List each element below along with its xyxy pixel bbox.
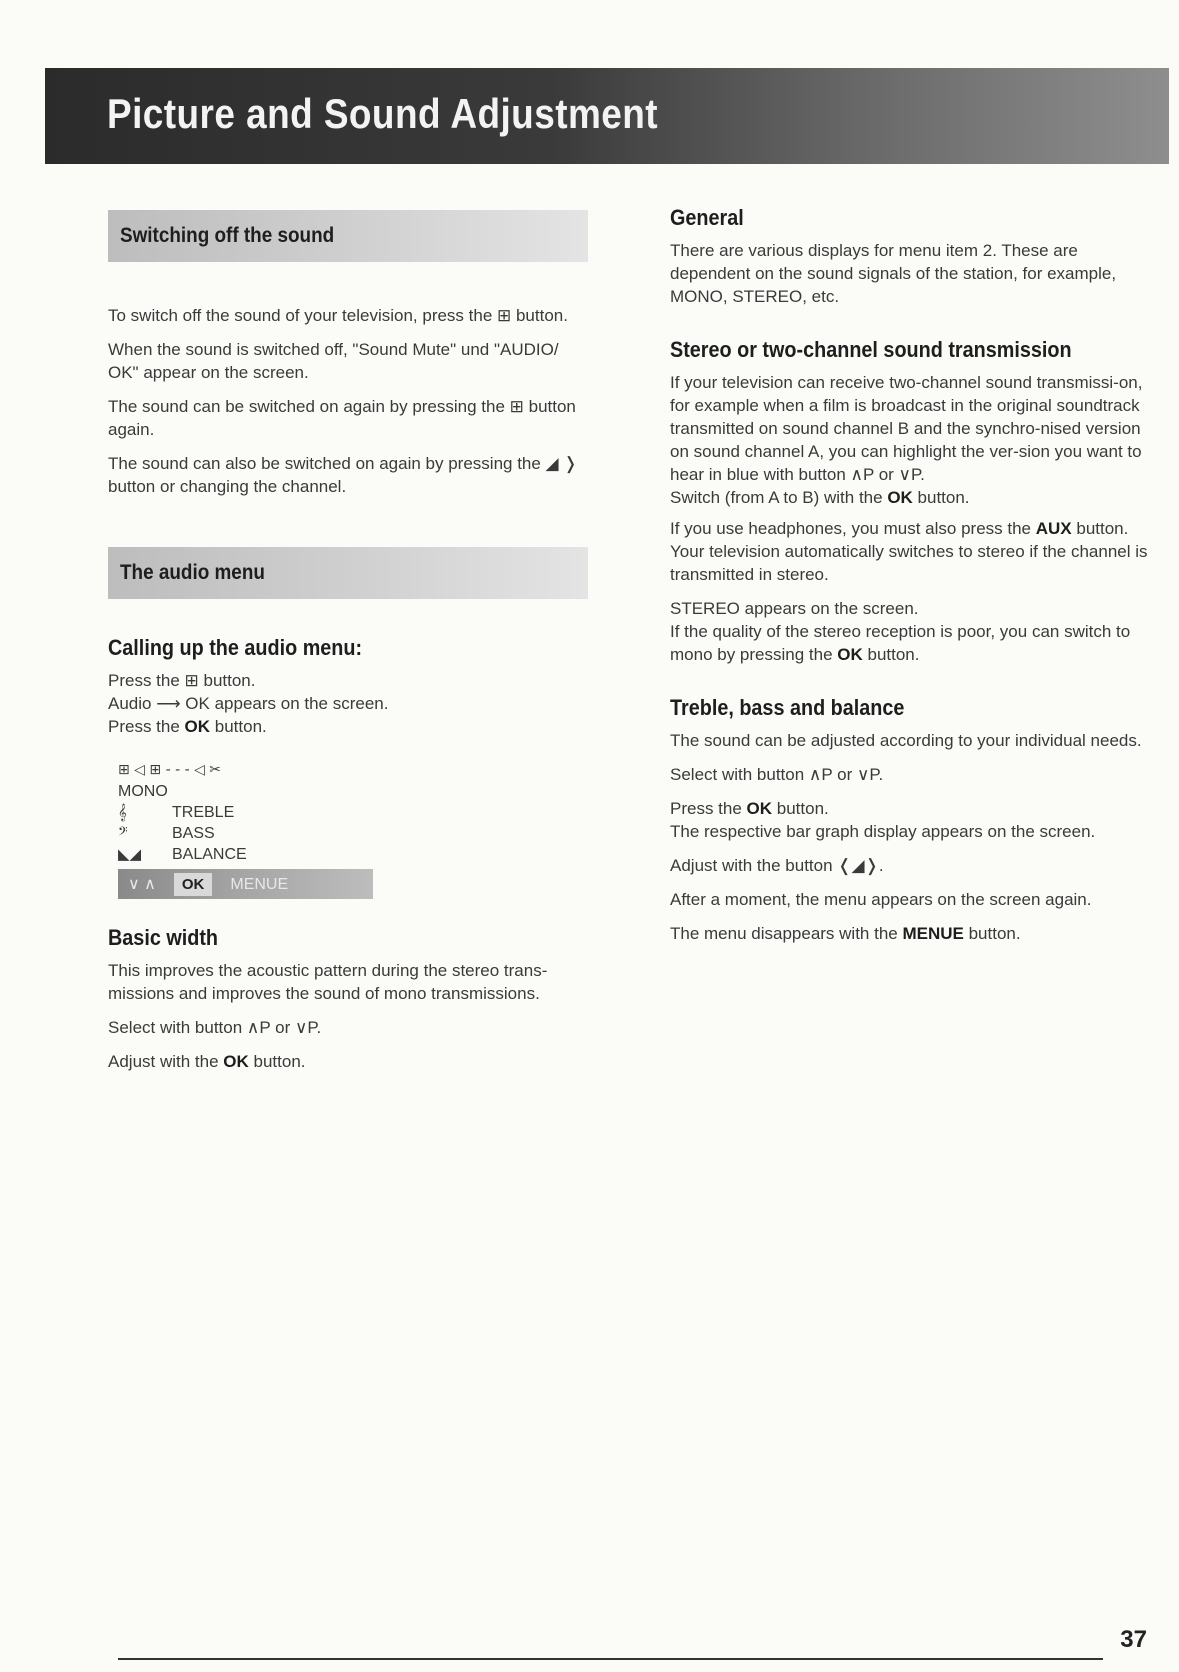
line: button. — [210, 717, 267, 736]
text: button. — [963, 924, 1021, 943]
paragraph: The sound can be adjusted according to your individual needs. — [670, 731, 1142, 750]
right-column — [670, 205, 1152, 956]
title-banner — [45, 68, 1169, 164]
osd-treble — [118, 802, 373, 823]
ok-key-label: OK — [746, 799, 773, 818]
text: button. — [912, 488, 970, 507]
osd-mono — [118, 781, 373, 802]
osd-treble-label: TREBLE — [172, 804, 235, 821]
text: button. — [772, 799, 829, 818]
text: Switch (from A to B) with the — [670, 488, 888, 507]
osd-balance-label: BALANCE — [172, 846, 247, 863]
paragraph: The sound can be switched on again by pressing the ⊞ button again. — [108, 397, 576, 439]
page-number: 37 — [1120, 1626, 1147, 1653]
left-column — [108, 210, 588, 1084]
speaker-icons: ⊞ ◁ ⊞ - - - ◁ ✂ — [118, 762, 222, 778]
text: The respective bar graph display appears on the screen. — [670, 822, 1096, 841]
osd-bass-label: BASS — [172, 825, 215, 842]
paragraph — [670, 797, 1152, 843]
osd-mono-label: MONO — [118, 783, 168, 800]
paragraph: There are various displays for menu item 2. These are dependent on the sound signals of the station, for example, MONO, STEREO, etc. — [670, 241, 1117, 306]
ok-key-label: OK — [184, 717, 211, 736]
paragraph: Adjust with the button ❬◢❭. — [670, 856, 884, 875]
ok-key-label: OK — [887, 488, 913, 507]
line: Press the ⊞ button. — [108, 671, 256, 690]
osd-button-bar — [118, 869, 373, 899]
text: button. Your television automatically switches to stereo if the channel is transmitted in stereo. — [670, 519, 1148, 584]
paragraph — [670, 922, 1152, 945]
osd-icon-row — [118, 760, 373, 781]
paragraph: The sound can also be switched on again by pressing the ◢ ❭ button or changing the channel. — [108, 454, 578, 496]
treble-clef-icon: 𝄞 — [118, 803, 127, 821]
text: STEREO appears on the screen. — [670, 599, 919, 618]
paragraph — [670, 597, 1152, 666]
paragraph: To switch off the sound of your television, press the ⊞ button. — [108, 306, 568, 325]
audio-menu-osd — [118, 760, 373, 899]
paragraph — [108, 669, 588, 738]
osd-bass — [118, 823, 373, 844]
subheading-treble-bass-balance: Treble, bass and balance — [670, 695, 905, 720]
line: Press the — [108, 717, 185, 736]
section-heading-switching-off — [108, 210, 588, 262]
subheading-stereo: Stereo or two-channel sound transmission — [670, 337, 1072, 362]
subheading-calling-audio-menu: Calling up the audio menu: — [108, 635, 363, 660]
menue-key-label: MENUE — [902, 924, 964, 943]
osd-ok-button: OK — [174, 873, 213, 896]
ok-key-label: OK — [837, 645, 863, 664]
paragraph: When the sound is switched off, "Sound Mute" und "AUDIO/ OK" appear on the screen. — [108, 340, 559, 382]
text: Adjust with the — [108, 1052, 224, 1071]
subheading-general: General — [670, 205, 744, 230]
osd-balance — [118, 844, 373, 865]
paragraph — [670, 517, 1152, 586]
paragraph: Select with button ∧P or ∨P. — [108, 1018, 322, 1037]
text: If you use headphones, you must also press the — [670, 519, 1036, 538]
footer-rule — [118, 1658, 1103, 1660]
page-title: Picture and Sound Adjustment — [107, 90, 659, 137]
bass-clef-icon: 𝄢 — [118, 824, 128, 842]
balance-icon: ◣◢ — [118, 845, 142, 863]
section-heading-audio-menu — [108, 547, 588, 599]
aux-key-label: AUX — [1035, 519, 1072, 538]
ok-key-label: OK — [223, 1052, 249, 1071]
text: button. — [862, 645, 920, 664]
up-down-icon: ∨ ∧ — [128, 875, 156, 893]
text: If your television can receive two-channel sound transmissi-on, for example when a film is broadcast in the original soundtrack transmitted on sound channel B and the synchro-nised version on sound channel A, you can highlight the ver-sion you want to hear in blue with button ∧P or ∨P. — [670, 373, 1143, 484]
section-heading-label: Switching off the sound — [120, 224, 335, 247]
text: The menu disappears with the — [670, 924, 903, 943]
line: Audio ⟶ OK appears on the screen. — [108, 694, 389, 713]
paragraph: This improves the acoustic pattern during the stereo trans-missions and improves the sound of mono transmissions. — [108, 961, 548, 1003]
paragraph — [670, 371, 1152, 509]
paragraph: Select with button ∧P or ∨P. — [670, 765, 884, 784]
paragraph: After a moment, the menu appears on the screen again. — [670, 890, 1092, 909]
text: If the quality of the stereo reception is poor, you can switch to mono by pressing the — [670, 622, 1131, 664]
text: Press the — [670, 799, 747, 818]
subheading-basic-width: Basic width — [108, 925, 219, 950]
text: button. — [248, 1052, 306, 1071]
section-heading-label: The audio menu — [120, 561, 265, 584]
paragraph — [108, 1050, 588, 1073]
osd-menue-label: MENUE — [230, 875, 289, 893]
